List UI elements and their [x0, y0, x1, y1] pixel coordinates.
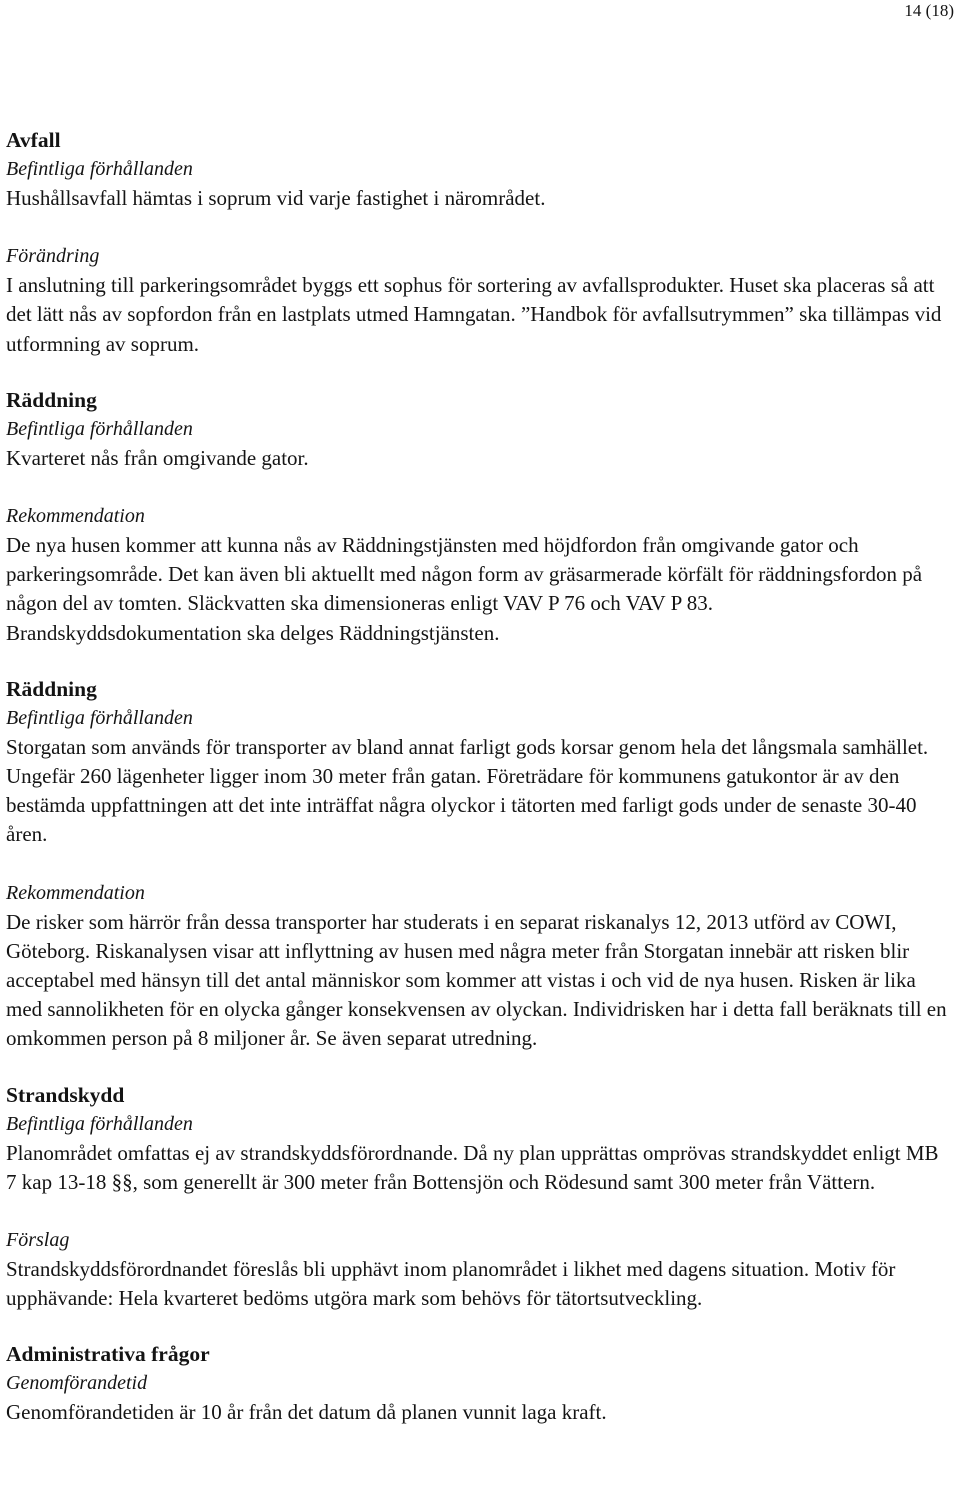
- section-title-raddning: Räddning: [6, 676, 97, 701]
- subhead-change: Förändring: [6, 245, 100, 268]
- document-body: [6, 126, 952, 1428]
- subhead-proposal: Förslag: [6, 1229, 70, 1252]
- paragraph: De risker som härrör från dessa transporter har studerats i en separat riskanalys 12, 2013 utförd av COWI, Göteborg. Riskanalysen visar att inflyttning av husen med några meter från Storgatan innebär att risken blir acceptabel med hänsyn till det antal människor som kommer att vistas i och vid de nya husen. Risken är lika med sannolikheten för en olycka gånger konsekvensen av olyckan. Individrisken har i detta fall beräknats till en omkommen person på 8 miljoner år. Se även separat utredning.: [6, 909, 947, 1051]
- paragraph: Strandskyddsförordnandet föreslås bli upphävt inom planområdet i likhet med dagens situation. Motiv för upphävande: Hela kvarteret bedöms utgöra mark som behövs för tätortsutveckling.: [6, 1257, 896, 1311]
- paragraph: Storgatan som används för transporter av bland annat farligt gods korsar genom hela det långsmala samhället. Ungefär 260 lägenheter ligger inom 30 meter från gatan. Företrädare för kommunens gatukontor är av den bestämda uppfattningen att det inte inträffat några olyckor i tätorten med farligt gods under de senaste 30-40 åren.: [6, 734, 929, 847]
- page-number: 14 (18): [904, 1, 954, 20]
- section-title-strandskydd: Strandskydd: [6, 1082, 125, 1107]
- paragraph: Hushållsavfall hämtas i soprum vid varje fastighet i närområdet.: [6, 186, 546, 210]
- paragraph: I anslutning till parkeringsområdet byggs ett sophus för sortering av avfallsprodukter. Huset ska placeras så att det lätt nås av sopfordon från en lastplats utmed Hamngatan. ”Handbok för avfallsutrymmen” ska tillämpas vid utformning av soprum.: [6, 273, 942, 356]
- subhead-recommendation: Rekommendation: [6, 881, 145, 904]
- section-strandskydd: [6, 1081, 952, 1314]
- section-title-admin: Administrativa frågor: [6, 1342, 210, 1367]
- section-raddning-1: [6, 386, 952, 648]
- subhead-existing: Befintliga förhållanden: [6, 706, 193, 729]
- paragraph: De nya husen kommer att kunna nås av Räddningstjänsten med höjdfordon från omgivande gator och parkeringsområde. Det kan även bli aktuellt med någon form av gräsarmerade körfält för räddningsfordon på någon del av tomten. Släckvatten ska dimensioneras enligt VAV P 76 och VAV P 83. Brandskyddsdokumentation ska delges Räddningstjänsten.: [6, 533, 923, 645]
- section-admin: [6, 1340, 952, 1427]
- subhead-existing: Befintliga förhållanden: [6, 158, 193, 180]
- subhead-implementation-time: Genomförandetid: [6, 1372, 148, 1395]
- section-title-avfall: Avfall: [6, 128, 61, 152]
- section-avfall: [6, 126, 952, 359]
- paragraph: Planområdet omfattas ej av strandskyddsförordnande. Då ny plan upprättas omprövas strandskyddet enligt MB 7 kap 13-18 §§, som generellt är 300 meter från Bottensjön och Rödesund samt 300 meter från Vättern.: [6, 1140, 939, 1194]
- paragraph: Kvarteret nås från omgivande gator.: [6, 445, 309, 470]
- section-title-raddning: Räddning: [6, 387, 97, 412]
- section-raddning-2: [6, 675, 952, 1054]
- paragraph: Genomförandetiden är 10 år från det datum då planen vunnit laga kraft.: [6, 1400, 607, 1425]
- subhead-existing: Befintliga förhållanden: [6, 417, 193, 440]
- subhead-recommendation: Rekommendation: [6, 505, 145, 528]
- subhead-existing: Befintliga förhållanden: [6, 1112, 193, 1135]
